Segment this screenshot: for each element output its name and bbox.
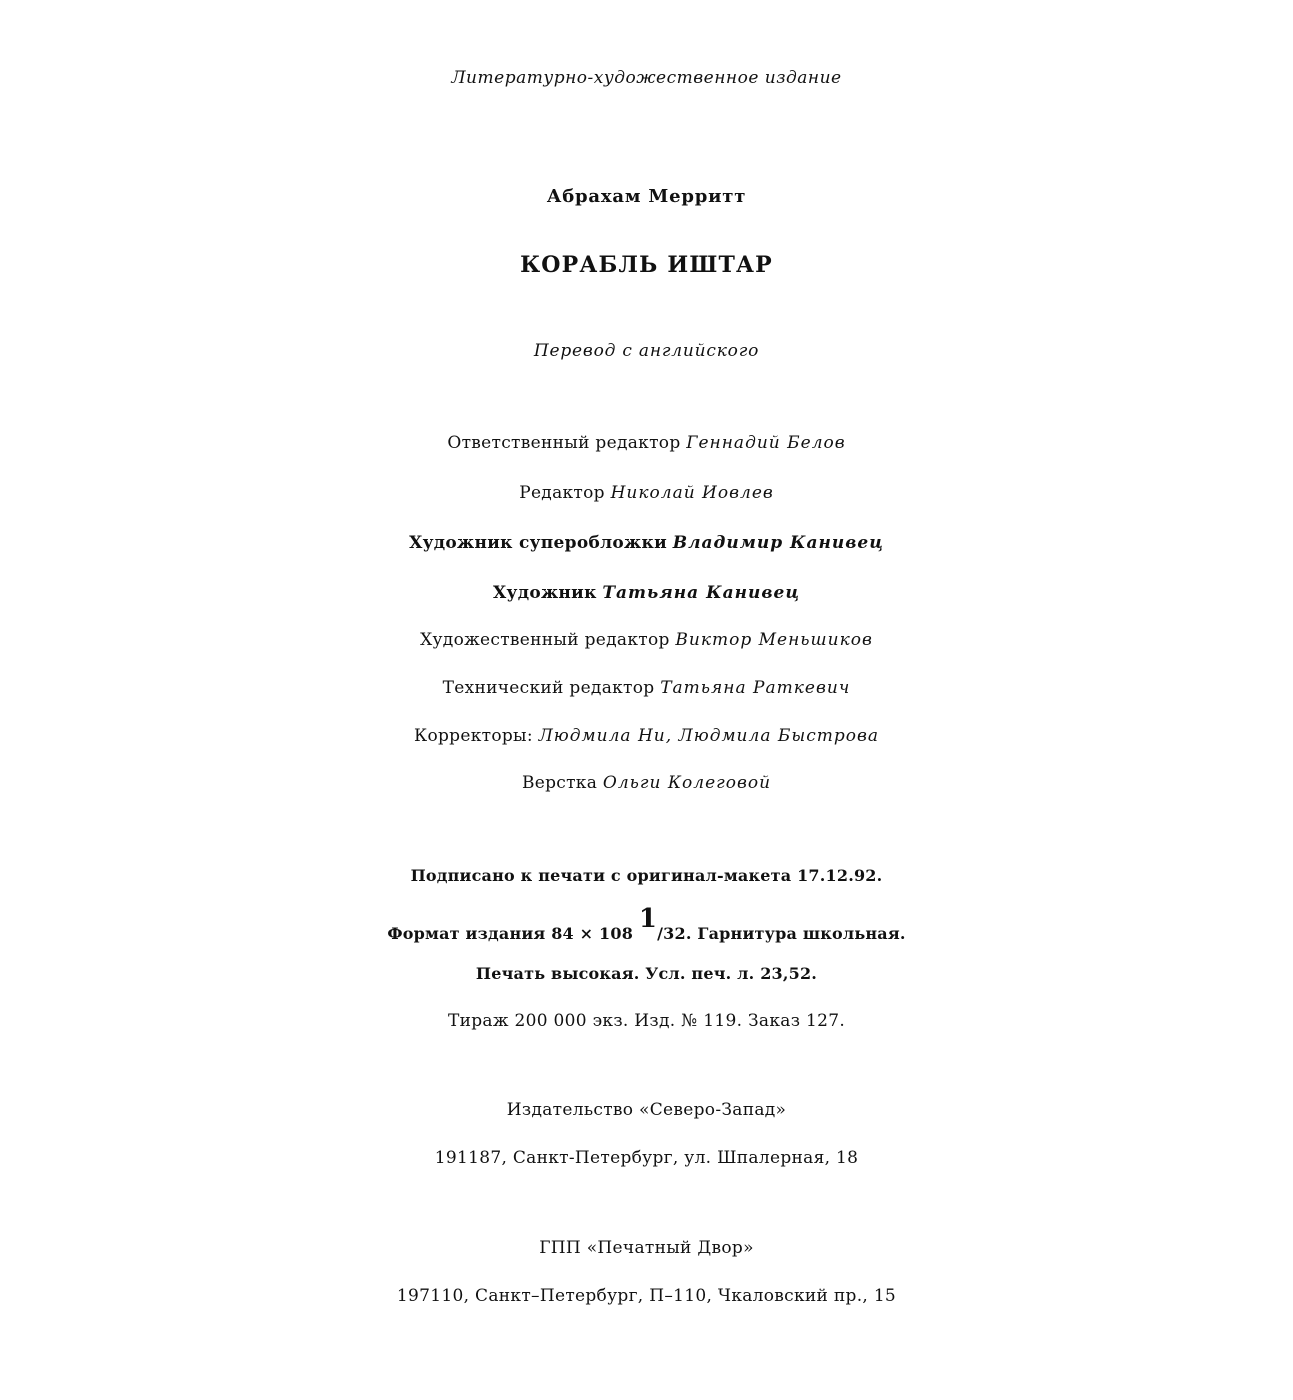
edition-type: Литературно-художественное издание	[451, 68, 842, 88]
credit-person: Виктор Меньшиков	[675, 630, 873, 650]
credit-line	[0, 435, 1293, 452]
printer-name: ГПП «Печатный Двор»	[539, 1238, 754, 1258]
credit-role: Верстка	[521, 773, 598, 793]
credit-role: Ответственный редактор	[447, 433, 681, 453]
credit-person: Ольги Колеговой	[602, 773, 772, 793]
credit-person: Татьяна Раткевич	[660, 678, 851, 698]
imprint-signed: Подписано к печати с оригинал-макета 17.12.92.	[410, 866, 883, 885]
credit-person: Владимир Канивец	[672, 533, 884, 553]
imprint-format-suffix: /32. Гарнитура школьная.	[657, 924, 906, 943]
imprint-format-prefix: Формат издания 84 × 108	[387, 924, 634, 943]
printer-address: 197110, Санкт–Петербург, П–110, Чкаловский пр., 15	[396, 1286, 897, 1306]
publisher-name: Издательство «Северо-Запад»	[506, 1100, 787, 1120]
credit-person: Геннадий Белов	[686, 433, 846, 453]
credit-role: Корректоры:	[413, 726, 533, 746]
credit-line	[0, 632, 1293, 649]
credit-role: Художественный редактор	[420, 630, 670, 650]
credit-person: Татьяна Канивец	[602, 583, 800, 603]
credit-role: Художник суперобложки	[409, 533, 667, 553]
credit-role: Редактор	[519, 483, 605, 503]
credit-line	[0, 585, 1293, 602]
credit-role: Художник	[493, 583, 597, 603]
credit-role: Технический редактор	[442, 678, 655, 698]
credit-line	[0, 728, 1293, 745]
credit-line	[0, 680, 1293, 697]
translation-note: Перевод с английского	[533, 341, 760, 361]
imprint-print: Печать высокая. Усл. печ. л. 23,52.	[475, 964, 818, 983]
credit-person: Николай Иовлев	[610, 483, 774, 503]
credit-person: Людмила Ни, Людмила Быстрова	[538, 726, 879, 746]
imprint-format	[0, 904, 1293, 944]
credit-line	[0, 485, 1293, 502]
credit-line	[0, 535, 1293, 552]
imprint-format-superscript: 1	[638, 904, 658, 934]
publisher-address: 191187, Санкт-Петербург, ул. Шпалерная, 18	[434, 1148, 859, 1168]
book-title: КОРАБЛЬ ИШТАР	[520, 252, 773, 278]
imprint-circulation: Тираж 200 000 экз. Изд. № 119. Заказ 127.	[447, 1011, 846, 1031]
author-name: Абрахам Мерритт	[546, 186, 747, 207]
credit-line	[0, 775, 1293, 792]
